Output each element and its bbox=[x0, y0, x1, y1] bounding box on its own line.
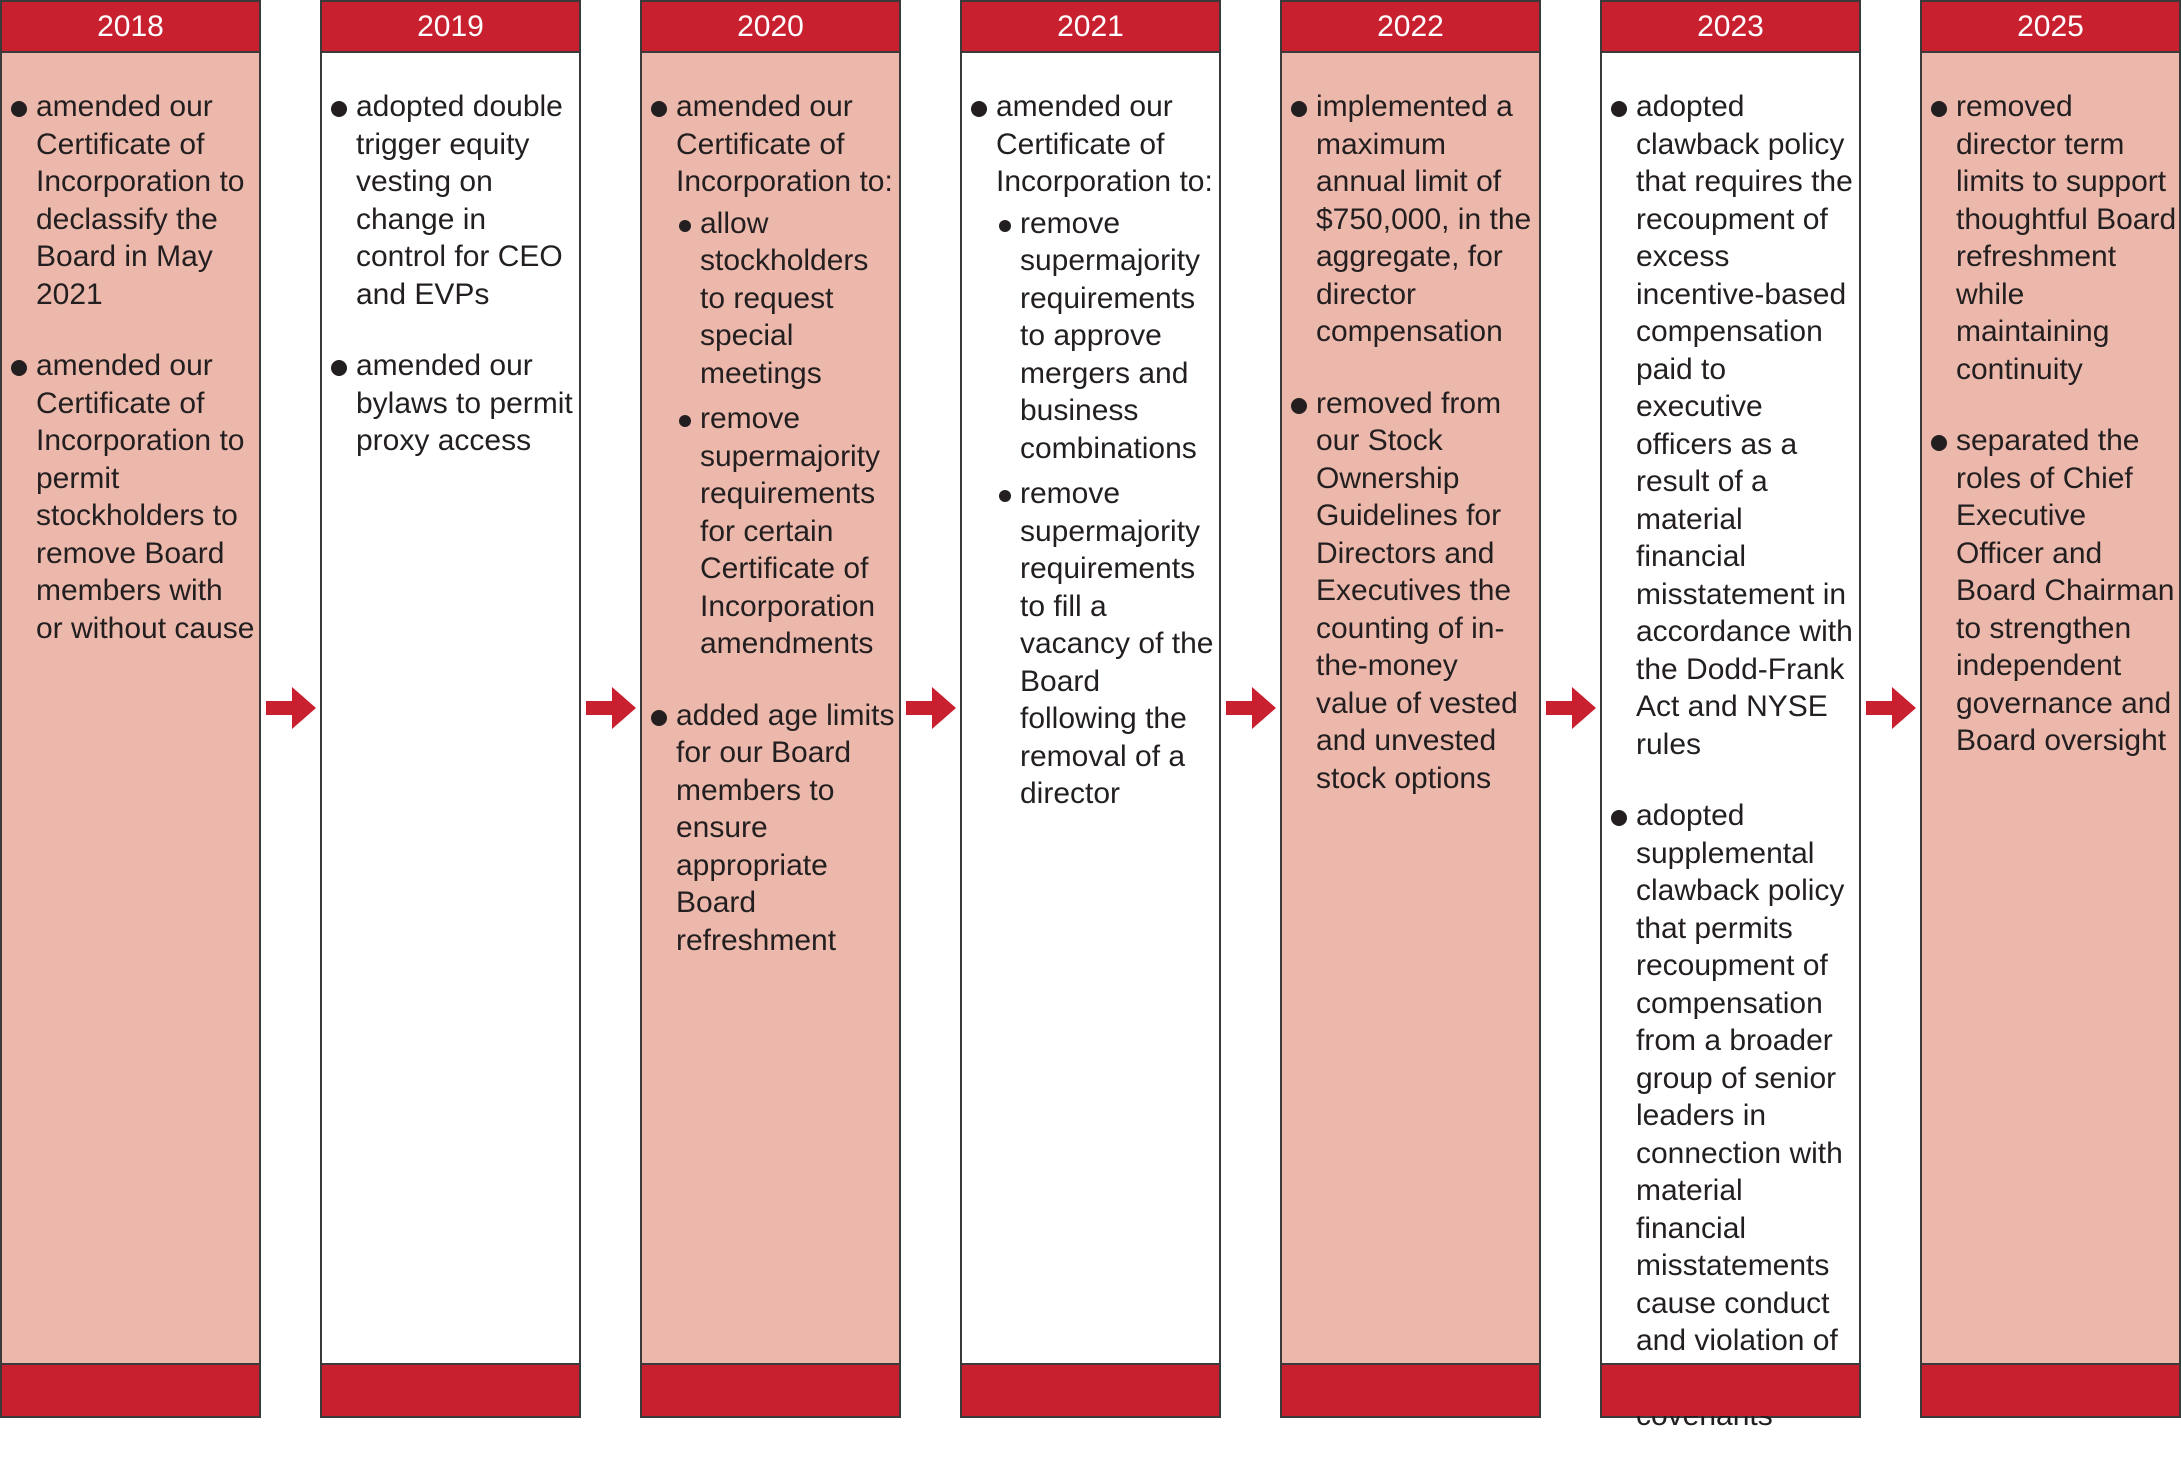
bullet-icon bbox=[11, 101, 27, 117]
column-footer-bar bbox=[642, 1363, 899, 1416]
sub-list-item bbox=[996, 205, 1217, 468]
item-text: implemented a maximum annual limit of $750,000, in the aggregate, for director compensation bbox=[1316, 90, 1532, 348]
sub-bullet-icon bbox=[679, 220, 691, 232]
year-header: 2018 bbox=[2, 2, 259, 53]
bullet-icon bbox=[1291, 398, 1307, 414]
arrow-right-icon bbox=[1866, 687, 1916, 729]
column-footer-bar bbox=[2, 1363, 259, 1416]
arrow-right-icon bbox=[1226, 687, 1276, 729]
sub-item-text: remove supermajority requirements to fill a vacancy of the Board following the removal of a director bbox=[1020, 477, 1214, 810]
timeline-column-2019 bbox=[320, 0, 581, 1418]
bullet-icon bbox=[331, 101, 347, 117]
bullet-icon bbox=[971, 101, 987, 117]
list-item bbox=[1922, 88, 2179, 388]
timeline-column-2018 bbox=[0, 0, 261, 1418]
item-text: removed from our Stock Ownership Guidelines for Directors and Executives the counting of in-the-money value of vested and unvested stock options bbox=[1316, 386, 1518, 795]
column-body bbox=[1602, 88, 1859, 1469]
year-header: 2025 bbox=[1922, 2, 2179, 53]
column-footer-bar bbox=[1922, 1363, 2179, 1416]
item-text: amended our bylaws to permit proxy access bbox=[356, 349, 573, 457]
bullet-icon bbox=[1611, 101, 1627, 117]
sub-item-text: remove supermajority requirements to approve mergers and business combinations bbox=[1020, 206, 1201, 465]
item-text: separated the roles of Chief Executive Officer and Board Chairman to strengthen independent governance and Board oversight bbox=[1956, 424, 2175, 757]
list-item bbox=[322, 347, 579, 460]
list-item bbox=[1602, 797, 1859, 1435]
sub-list bbox=[676, 205, 897, 663]
arrow-right-icon bbox=[906, 687, 956, 729]
timeline-column-2020 bbox=[640, 0, 901, 1418]
bullet-icon bbox=[11, 360, 27, 376]
item-text: adopted supplemental clawback policy that permits recoupment of compensation from a broader group of senior leaders in connection with material financial misstatements cause conduct and violation of bbox=[1636, 799, 1845, 1357]
bullet-icon bbox=[651, 101, 667, 117]
list-item bbox=[1282, 88, 1539, 351]
sub-list-item bbox=[676, 205, 897, 393]
column-body bbox=[962, 88, 1219, 847]
list-item bbox=[322, 88, 579, 313]
sub-list-item bbox=[676, 400, 897, 663]
year-header: 2023 bbox=[1602, 2, 1859, 53]
list-item bbox=[2, 347, 259, 647]
year-header: 2022 bbox=[1282, 2, 1539, 53]
bullet-icon bbox=[1611, 810, 1627, 826]
column-body bbox=[642, 88, 899, 993]
item-text: added age limits for our Board members to ensure appropriate Board refreshment bbox=[676, 698, 895, 957]
timeline-column-2022 bbox=[1280, 0, 1541, 1418]
bullet-icon bbox=[1291, 101, 1307, 117]
bullet-icon bbox=[651, 710, 667, 726]
sub-bullet-icon bbox=[999, 220, 1011, 232]
column-footer-bar bbox=[962, 1363, 1219, 1416]
sub-item-text: allow stockholders to request special meetings bbox=[700, 206, 869, 390]
column-body bbox=[2, 88, 259, 681]
column-body bbox=[322, 88, 579, 494]
bullet-icon bbox=[1931, 101, 1947, 117]
year-header: 2020 bbox=[642, 2, 899, 53]
timeline-column-2025 bbox=[1920, 0, 2181, 1418]
sub-item-text: remove supermajority requirements for certain Certificate of Incorporation amendments bbox=[700, 402, 881, 660]
list-item bbox=[642, 697, 899, 960]
sub-bullet-icon bbox=[999, 490, 1011, 502]
sub-list-item bbox=[996, 475, 1217, 813]
item-text: adopted clawback policy that requires the recoupment of excess incentive-based compensation paid to executive officers as a result of a material financial misstatement in accordance with the Dodd-Frank Act and NYSE rules bbox=[1636, 90, 1853, 761]
bullet-icon bbox=[331, 360, 347, 376]
item-text: amended our Certificate of Incorporation to: bbox=[676, 90, 893, 198]
list-item bbox=[962, 88, 1219, 813]
item-text: amended our Certificate of Incorporation to declassify the Board in May 2021 bbox=[36, 90, 245, 311]
list-item bbox=[2, 88, 259, 313]
list-item bbox=[1282, 385, 1539, 798]
bullet-icon bbox=[1931, 435, 1947, 451]
list-item bbox=[1922, 422, 2179, 760]
list-item bbox=[1602, 88, 1859, 763]
column-footer-bar bbox=[322, 1363, 579, 1416]
item-text: removed director term limits to support thoughtful Board refreshment while maintaining continuity bbox=[1956, 90, 2177, 386]
sub-list bbox=[996, 205, 1217, 813]
arrow-right-icon bbox=[266, 687, 316, 729]
list-item bbox=[642, 88, 899, 663]
item-text: amended our Certificate of Incorporation to permit stockholders to remove Board members with or without cause bbox=[36, 349, 255, 645]
column-body bbox=[1282, 88, 1539, 831]
column-footer-bar bbox=[1602, 1363, 1859, 1416]
column-footer-bar bbox=[1282, 1363, 1539, 1416]
year-header: 2021 bbox=[962, 2, 1219, 53]
arrow-right-icon bbox=[1546, 687, 1596, 729]
item-text: amended our Certificate of Incorporation to: bbox=[996, 90, 1213, 198]
timeline-column-2023 bbox=[1600, 0, 1861, 1418]
arrow-right-icon bbox=[586, 687, 636, 729]
item-text: adopted double trigger equity vesting on change in control for CEO and EVPs bbox=[356, 90, 563, 311]
column-body bbox=[1922, 88, 2179, 794]
timeline-column-2021 bbox=[960, 0, 1221, 1418]
sub-bullet-icon bbox=[679, 415, 691, 427]
year-header: 2019 bbox=[322, 2, 579, 53]
